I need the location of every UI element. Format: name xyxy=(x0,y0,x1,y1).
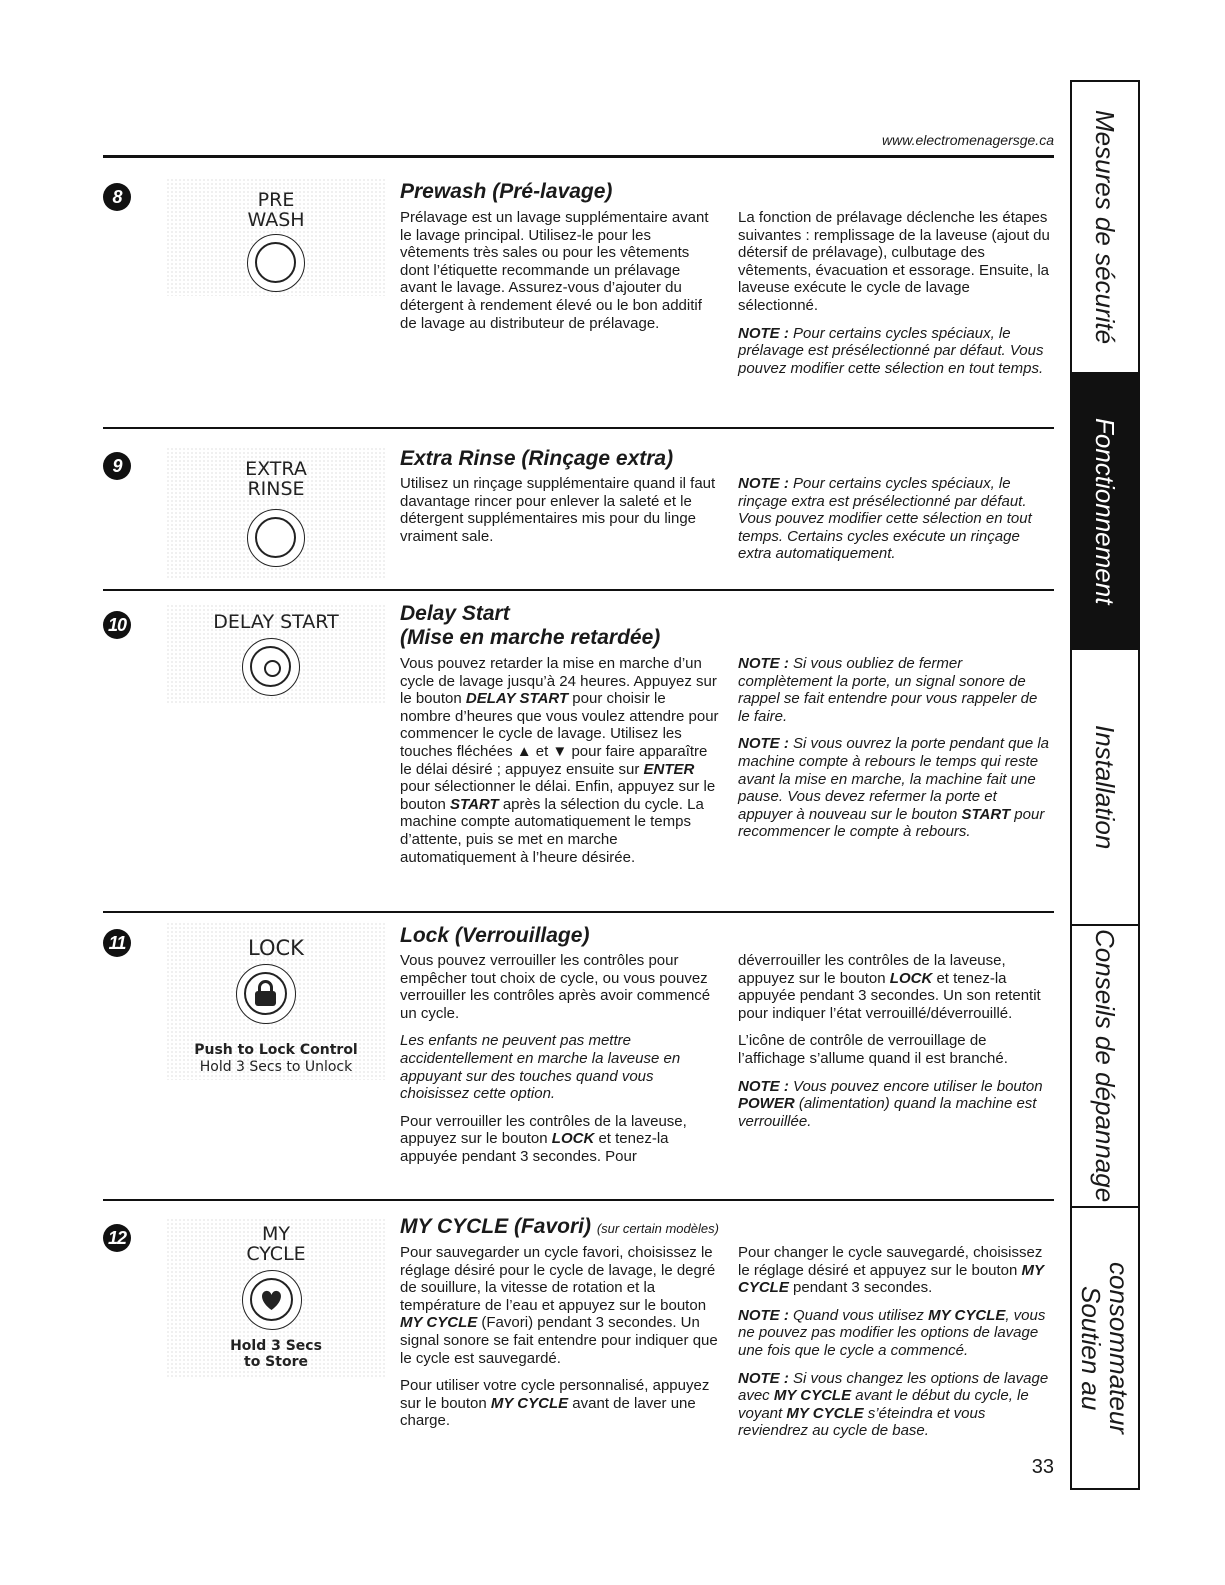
section-title: Delay Start xyxy=(400,602,510,625)
section-title: Prewash (Pré-lavage) xyxy=(400,180,613,203)
section-right-text: déverrouiller les contrôles de la laveuse, appuyez sur le bouton LOCK et tenez-la appuyée pendant 3 secondes. Un son retentit pour indiquer l’état verrouillé/déverrouillé. L’icône de contrôle de verrouillage de l’affichage s’allume quand il est branché. NOTE : Vous pouvez encore utiliser le bouton POWER (alimentation) quand la machine est verrouillée. xyxy=(738,952,1053,1140)
note: NOTE : Vous pouvez encore utiliser le bouton POWER (alimentation) quand la machine est verrouillée. xyxy=(738,1077,1043,1130)
heart-shape xyxy=(252,1280,291,1319)
my-cycle-panel xyxy=(166,1218,386,1378)
delay-start-button[interactable] xyxy=(242,638,300,696)
note: NOTE : Pour certains cycles spéciaux, le prélavage est présélectionné par défaut. Vous pouvez modifier cette sélection en tout temps. xyxy=(738,324,1044,377)
section-divider xyxy=(103,589,1054,591)
lock-panel xyxy=(166,922,386,1080)
panel-caption-bold: to Store xyxy=(244,1354,308,1370)
tab-soutien-au-consommateur[interactable]: Soutien au consommateur xyxy=(1076,1262,1134,1434)
section-number: 9 xyxy=(103,452,131,480)
side-tab-bar xyxy=(1070,80,1140,1490)
section-left-text: Prélavage est un lavage supplémentaire avant le lavage principal. Utilisez-le pour les vêtements très sales ou pour les vêtements dont l’étiquette recommande un prélavage avant le lavage. Assurez-vous d’ajouter du détergent à rendement élevé ou le bon additif de lavage au distributeur de prélavage. xyxy=(400,209,709,332)
panel-label-line2: RINSE xyxy=(247,478,305,500)
section-divider xyxy=(103,427,1054,429)
note: NOTE : Si vous changez les options de lavage avec MY CYCLE avant le début du cycle, le voyant MY CYCLE s’éteindra et vous reviendrez au cycle de base. xyxy=(738,1369,1049,1440)
section-title: Lock (Verrouillage) xyxy=(400,924,590,947)
tab-installation[interactable]: Installation xyxy=(1090,724,1120,850)
panel-label-line2: CYCLE xyxy=(246,1243,306,1265)
panel-label-line1: PRE xyxy=(257,189,295,211)
section-right-text xyxy=(738,475,1053,573)
delay-start-panel xyxy=(166,604,386,704)
extra-rinse-button[interactable] xyxy=(247,509,305,567)
section-divider xyxy=(103,1199,1054,1201)
panel-caption-bold: Push to Lock Control xyxy=(194,1042,358,1058)
note: NOTE : Quand vous utilisez MY CYCLE, vous ne pouvez pas modifier les options de lavage une fois que le cycle a commencé. xyxy=(738,1306,1046,1359)
title-suffix: (sur certain modèles) xyxy=(596,1221,719,1236)
extra-rinse-panel xyxy=(166,447,386,580)
section-left-text: Vous pouvez verrouiller les contrôles pour empêcher tout choix de cycle, ou vous pouvez verrouiller les contrôles après avoir commencé un cycle. Les enfants ne peuvent pas mettre accidentellement en marche la laveuse en appuyant sur des touches quand vous choisissez cette option. Pour verrouiller les contrôles de la laveuse, appuyez sur le bouton LOCK et tenez-la appuyée pendant 3 secondes. Pour xyxy=(400,952,711,1165)
note: NOTE : Si vous oubliez de fermer complètement la porte, un signal sonore de rappel se fait entendre pour vous rappeler de le faire. xyxy=(738,655,1038,725)
power-circle-icon xyxy=(250,646,291,687)
circle-button-icon xyxy=(255,517,296,558)
page-number: 33 xyxy=(1031,1456,1054,1478)
panel-label-line1: LOCK xyxy=(248,936,304,960)
section-number: 12 xyxy=(103,1224,131,1252)
note: NOTE : Si vous ouvrez la porte pendant que la machine compte à rebours le temps qui reste avant la mise en marche, la machine fait une pause. Vous devez refermer la porte et appuyer à nouveau sur le bouton START pour recommencer le compte à rebours. xyxy=(738,735,1050,841)
prewash-button[interactable] xyxy=(247,234,305,292)
lock-body xyxy=(255,991,276,1006)
heart-icon xyxy=(250,1278,293,1321)
lock-button[interactable] xyxy=(236,964,296,1024)
prewash-panel xyxy=(166,178,386,296)
section-divider xyxy=(103,911,1054,913)
section-number: 10 xyxy=(103,611,131,639)
my-cycle-button[interactable] xyxy=(242,1270,302,1330)
section-right-text: Pour changer le cycle sauvegardé, choisissez le réglage désiré et appuyez sur le bouton MY CYCLE pendant 3 secondes. NOTE : Quand vous utilisez MY CYCLE, vous ne pouvez pas modifier les options de lavage une fois que le cycle a commencé. NOTE : Si vous changez les options de lavage avec MY CYCLE avant le début du cycle, le voyant MY CYCLE s’éteindra et vous reviendrez au cycle de base. xyxy=(738,1244,1056,1450)
tab-mesures-de-securite[interactable]: Mesures de sécurité xyxy=(1090,109,1120,345)
top-divider xyxy=(103,155,1054,158)
circle-button-icon xyxy=(255,242,296,283)
section-left-text: Utilisez un rinçage supplémentaire quand il faut davantage rincer pour enlever la saleté et le détergent supplémentaires mis pour du linge vraiment sale. xyxy=(400,475,716,545)
tab-conseils-de-depannage[interactable]: Conseils de dépannage xyxy=(1090,929,1120,1203)
note: NOTE : Pour certains cycles spéciaux, le rinçage extra est présélectionné par défaut. Vous pouvez modifier cette sélection en tout temps. Certains cycles exécute un rinçage extra automatiquement. xyxy=(738,475,1032,563)
panel-label-line1: DELAY START xyxy=(213,611,339,633)
section-left-text: Vous pouvez retarder la mise en marche d’un cycle de lavage jusqu’à 24 heures. Appuyez sur le bouton DELAY START pour choisir le nombre d’heures que vous voulez attendre pour commencer le cycle de lavage. Utilisez les touches fléchées ▲ et ▼ pour faire apparaître le délai désiré ; appuyez ensuite sur ENTER pour sélectionner le délai. Enfin, appuyez sur le bouton START après la sélection du cycle. La machine compte automatiquement le temps d’attente, puis se met en marche automatiquement à l’heure désirée. xyxy=(400,655,719,866)
panel-caption: Hold 3 Secs to Unlock xyxy=(199,1059,353,1075)
section-subtitle: (Mise en marche retardée) xyxy=(400,626,661,649)
section-right-text xyxy=(738,655,1053,851)
panel-label-line1: MY xyxy=(262,1223,290,1245)
lock-icon xyxy=(244,972,287,1015)
section-title: MY CYCLE (Favori) (sur certain modèles) xyxy=(400,1215,719,1238)
panel-caption-bold: Hold 3 Secs xyxy=(230,1338,322,1354)
website-url: www.electromenagersge.ca xyxy=(882,132,1054,148)
tab-fonctionnement[interactable]: Fonctionnement xyxy=(1072,374,1138,648)
section-right-text: La fonction de prélavage déclenche les étapes suivantes : remplissage de la laveuse (ajout du détersif de prélavage), culbutage des vêtements, évacuation et essorage. Ensuite, la laveuse exécute le cycle de lavage sélectionné. NOTE : Pour certains cycles spéciaux, le prélavage est présélectionné par défaut. Vous pouvez modifier cette sélection en tout temps. xyxy=(738,209,1053,387)
section-number: 8 xyxy=(103,183,131,211)
section-left-text: Pour sauvegarder un cycle favori, choisissez le réglage désiré pour le cycle de lavage, le degré de souillure, la vitesse de rotation et la température de l’eau et appuyez sur le bouton MY CYCLE (Favori) pendant 3 secondes. Un signal sonore se fait entendre pour indiquer que le cycle est sauvegardé. Pour utiliser votre cycle personnalisé, appuyez sur le bouton MY CYCLE avant de laver une charge. xyxy=(400,1244,718,1430)
power-dot xyxy=(264,660,281,677)
panel-label-line1: EXTRA xyxy=(245,458,307,480)
panel-label-line2: WASH xyxy=(247,209,305,231)
section-title: Extra Rinse (Rinçage extra) xyxy=(400,447,674,470)
section-number: 11 xyxy=(103,929,131,957)
